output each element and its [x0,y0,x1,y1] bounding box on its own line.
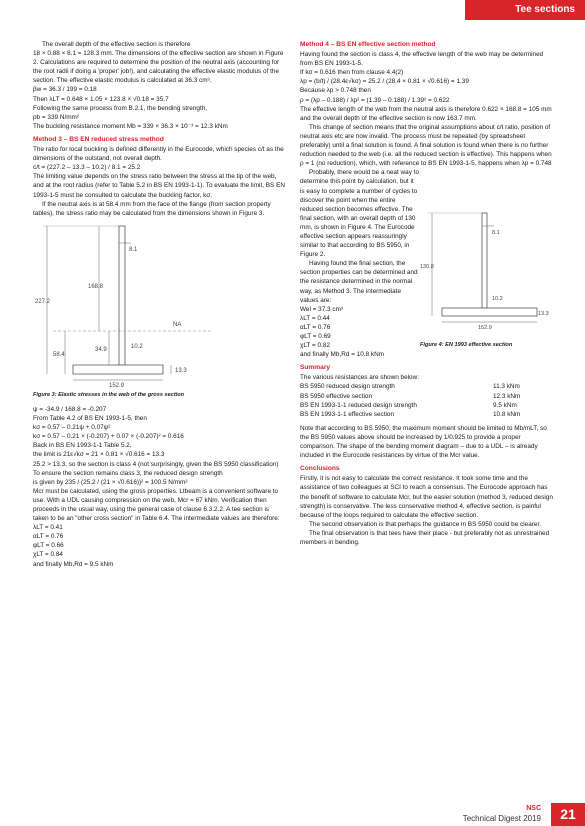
summary-row [300,401,553,410]
dim-total: 130.8 [420,264,434,271]
paragraph: Mcr must be calculated, using the gross properties. Ltbeam is a convenient software to use. With a UDL causing compression on the web, Mcr = 67 kNm. Verification then proceeds in the usual way, using the general case of clause 6.3.2.2. A tee section is taken to be an "other cross section" in Table 6.4. The intermediate values are therefore: [33,487,280,523]
paragraph: is given by 235 / (25.2 / (21 × √0.616))² = 100.5 N/mm² [33,478,188,486]
paragraph: kσ = 0.57 – 0.21 × (-0.207) + 0.07 × (-0.207)² = 0.616 [33,433,184,441]
figure-3-drawing [33,218,286,388]
summary-table [300,382,553,418]
figure-4 [420,168,553,359]
paragraph: Having found the final section, the section properties can be determined and the resistance determined in the normal way, as Method 3. The intermediate values are: [300,260,418,304]
value-line: αLT = 0.76 [33,533,64,541]
summary-value: 12.3 kNm [493,392,521,400]
tee-flange [442,308,537,316]
paragraph: 25.2 > 13.3, so the section is class 4 (not surprisingly, given the BS 5950 classification) [33,460,279,468]
paragraph: The overall depth of the effective section is therefore [42,41,191,48]
dim-top: 8.1 [492,230,500,237]
wrapped-text [300,168,420,359]
paragraph: The final observation is that tees have their place - but preferably not as unrestrained members in bending. [300,529,550,546]
heading-method-4: Method 4 – BS EN effective section method [300,41,436,48]
dim-133: 13.3 [175,367,187,374]
tee-web [119,226,125,365]
paragraph: If kσ = 0.616 then from clause 4.4(2) [300,69,404,77]
dim-102: 10.2 [492,296,503,303]
figure-4-drawing [420,208,553,338]
value-line: αLT = 0.76 [300,323,331,331]
paragraph: Note that according to BS 5950, the maximum moment should be limited to Mb/mLT, so the BS 5950 values above should be increased by 1/0.925 to provide a proper comparison. The shape of the bending moment diagram – due to a UDL – is already included in the Eurocode resistances by virtue of the Mcr value. [300,424,547,460]
paragraph: The ratio for local buckling is defined differently in the Eurocode, which species c/t as the dimensions of the outstand, not overall depth. [33,146,284,163]
value-line: and finally Mb,Rd = 9.5 kNm [33,560,114,568]
paragraph: The limiting value depends on the stress ratio between the stress at the tip of the web, and at the root radius (refer to Table 5.2 in BS EN 1993-1-1). To evaluate the limit, BS EN 1993-1-5 must be consulted to calculate the buckling factor, kσ. [33,173,285,199]
summary-value: 11.3 kNm [493,383,520,391]
paragraph: To ensure the section remains class 3, the reduced design strength [33,469,223,477]
paragraph: From Table 4.2 of BS EN 1993-1-5, then [33,415,147,423]
equation-rho: ρ = (λp – 0.188) / λp² = (1.39 – 0.188) / 1.39² = 0.622 [300,96,450,104]
value-line: χLT = 0.82 [300,342,330,350]
paragraph: Having found the section is class 4, the effective length of the web may be determined from BS EN 1993-1-5. [300,51,544,68]
summary-row [300,392,553,401]
summary-value: 10.8 kNm [493,410,521,418]
paragraph: 18 × 0.88 × 8.1 = 128.3 mm. The dimensions of the effective section are shown in Figure 2. Calculations are required to determine the position of the neutral axis (accounting for the root radii if doing a 'proper' job!), and calculating the effective elastic modulus of the section. The effective elastic modulus is calculated at 36.3 cm³. [33,50,284,85]
footer-issue: Technical Digest 2019 [462,814,541,823]
heading-summary: Summary [300,364,331,372]
paragraph: The second observation is that perhaps the guidance in BS 5950 could be clearer. [309,520,541,528]
paragraph: Probably, there would be a neat way to determine this point by calculation, but it is easy to complete a number of cycles to discover the point when the entire reduced section becomes effective. The final section, with an overall depth of 130 mm, is shown in Figure 4. The Eurocode effective section appears reassuringly similar to that according to BS 5950, in Figure 2. [300,169,420,259]
dim-total: 227.2 [35,298,51,305]
paragraph: Back in BS EN 1993-1-1 Table 5.2, [33,442,132,450]
section-title: Tee sections [515,4,575,15]
tee-flange [73,365,163,374]
value-line: Wel = 37.3 cm³ [300,305,344,313]
dim-top: 8.1 [129,246,138,253]
paragraph: The various resistances are shown below: [300,374,419,382]
paragraph: pb = 339 N/mm² [33,113,79,121]
dim-width: 152.9 [478,325,492,332]
page-header [0,0,585,20]
paragraph: Firstly, it is not easy to calculate the correct resistance. It took some time and the assistance of two colleagues at SCI to reach a consensus. The Eurocode approach has the benefit of software to calculate Mcr, but the easier solution (method 3, reduced design strength) is conservative. The less conservative method 4, effective section, is painful because of the loops required to calculate the effective section. [300,475,553,519]
equation-beta: βw = 36.3 / 199 = 0.18 [33,86,97,94]
na-label: NA [173,321,182,328]
paragraph: The buckling resistance moment Mb = 339 × 36.3 × 10⁻³ = 12.3 kNm [33,122,228,130]
value-line: φLT = 0.66 [33,542,64,550]
summary-label: BS 5950 reduced design strength [300,383,395,391]
figure-3 [33,218,286,400]
summary-value: 9.5 kNm [493,401,517,409]
page-number: 21 [551,803,585,826]
summary-row [300,382,553,391]
summary-label: BS EN 1993-1-1 reduced design strength [300,401,417,409]
value-line: φLT = 0.69 [300,333,331,340]
heading-method-3: Method 3 – BS EN reduced stress method [33,135,164,143]
equation-lambda: Then λLT = 0.648 × 1.05 × 123.8 × √0.18 = 35.7 [33,95,169,103]
equation-lambda-p: λp = (b/t) / (28.4ε√kσ) = 25.2 / (28.4 × 0.81 × √0.616) = 1.39 [300,78,469,86]
value-line: λLT = 0.41 [33,524,63,532]
left-column [33,40,286,569]
summary-label: BS EN 1993-1-1 effective section [300,410,395,418]
dim-width: 152.9 [109,382,125,388]
value-line: λLT = 0.44 [300,314,330,322]
figure-4-caption: Figure 4: EN 1993 effective section [420,342,513,349]
heading-conclusions: Conclusions [300,465,340,473]
summary-label: BS 5950 effective section [300,392,373,400]
dim-349: 34.9 [95,346,107,353]
tee-web [482,213,487,308]
figure-3-caption: Figure 3: Elastic stresses in the web of the gross section [33,391,185,398]
dim-133: 13.3 [538,311,549,318]
paragraph: Because λp > 0.748 then [300,87,371,95]
paragraph: kσ = 0.57 – 0.21ψ + 0.07ψ² [33,424,111,432]
paragraph: If the neutral axis is at 58.4 mm from the face of the flange (from section property tables), the stress ratio may be calculated from the dimensions shown in Figure 3. [33,200,271,217]
paragraph: Following the same process from B.2.1, the bending strength, [33,104,208,112]
text-with-figure-4 [300,168,553,359]
footer-brand: NSC [526,805,541,812]
summary-row [300,410,553,419]
paragraph: This change of section means that the original assumptions about c/t ratio, position of neutral axis etc are now invalid. The process must be repeated (by spreadsheet preferably) until a final solution is found. A final solution is found when there is no further reduction needed to the web (i.e. all the reduced section is effective). This happens when ρ = 1 (no reduction), which, with reference to BS EN 1993-1-5, happens when λp = 0.748 [300,123,552,168]
paragraph: The effective length of the web from the neutral axis is therefore 0.622 × 168.8 = 105 mm and the overall depth of the effective section is now 163.7 mm. [300,105,552,122]
paragraph: the limit is 21ε√kσ = 21 × 0.81 × √0.616 = 13.3 [33,451,165,459]
equation-psi: ψ = -34.9 / 168.8 = -0.207 [33,405,107,413]
value-line: χLT = 0.84 [33,551,63,559]
dim-102: 10.2 [131,343,143,350]
dim-na-depth: 58.4 [53,351,65,358]
equation-ct: c/t = (227.2 – 13.3 – 10.2) / 8.1 = 25.2 [33,164,141,172]
value-line: and finally Mb,Rd = 10.8 kNm [300,351,385,359]
dim-mid: 168.8 [88,283,104,290]
right-column [300,40,553,547]
